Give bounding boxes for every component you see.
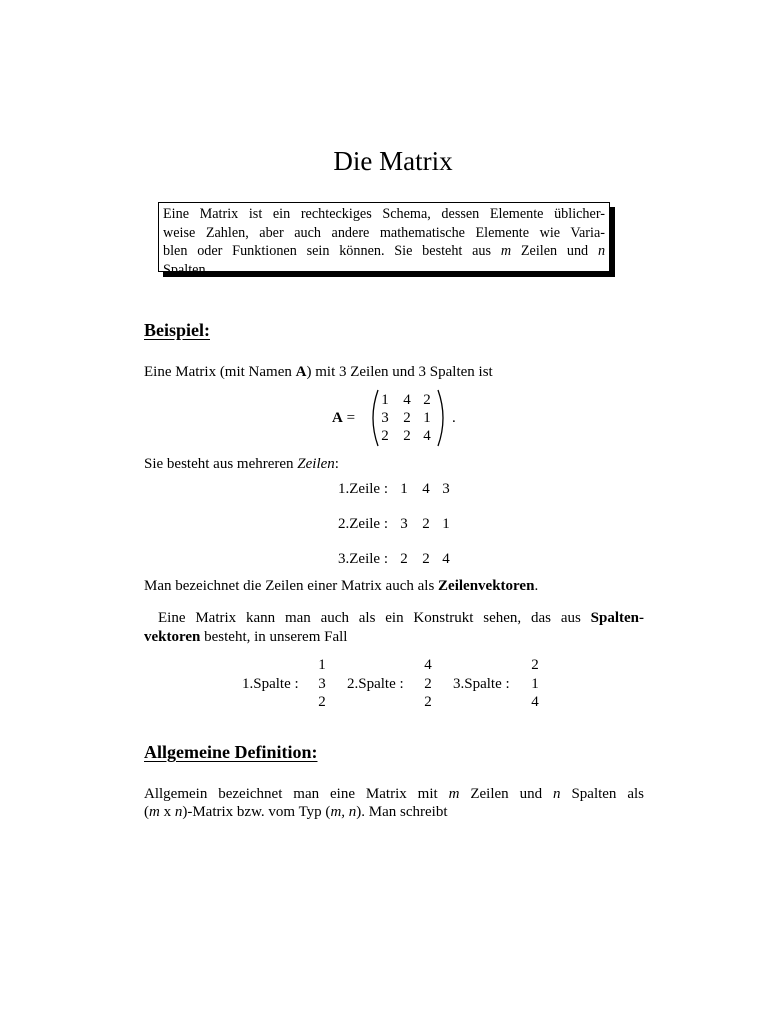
spalten-line-1: Eine Matrix kann man auch als ein Konstrukt sehen, das aus Spalten-: [158, 610, 644, 626]
spalte-value: 2: [531, 657, 539, 673]
spalte-value: 4: [531, 694, 539, 710]
spalte-value: 2: [424, 676, 432, 692]
page-title: Die Matrix: [333, 146, 453, 176]
zeile-value: 4: [442, 551, 450, 567]
zeile-value: 3: [400, 516, 408, 532]
matrix-period: .: [452, 410, 456, 426]
allgemein-line-1: Allgemein bezeichnet man eine Matrix mit m Zeilen und n Spalten als: [144, 786, 645, 802]
beispiel-intro: Eine Matrix (mit Namen A) mit 3 Zeilen und 3 Spalten ist: [144, 364, 493, 380]
matrix-cell: 1: [423, 410, 431, 426]
spalte-label: 1.Spalte :: [242, 676, 299, 692]
spalte-label: 3.Spalte :: [453, 676, 510, 692]
spalten-line-2: vektoren besteht, in unserem Fall: [144, 629, 348, 645]
zeilenvektoren-line: Man bezeichnet die Zeilen einer Matrix auch als Zeilenvektoren.: [144, 578, 539, 594]
spalte-value: 1: [531, 676, 539, 692]
matrix-cell: 2: [403, 428, 411, 444]
matrix-cell: 2: [381, 428, 389, 444]
zeile-label: 2.Zeile :: [338, 516, 388, 532]
definition-line-4: Spalten.: [163, 261, 210, 278]
section-heading-beispiel: Beispiel:: [144, 320, 210, 340]
zeile-value: 2: [422, 551, 430, 567]
spalte-value: 4: [424, 657, 432, 673]
definition-line-3: blen oder Funktionen sein können. Sie besteht aus m Zeilen und n: [163, 243, 606, 259]
zeile-value: 1: [442, 516, 450, 532]
spalte-label: 2.Spalte :: [347, 676, 404, 692]
spalte-value: 3: [318, 676, 326, 692]
matrix-cell: 2: [403, 410, 411, 426]
zeile-value: 4: [422, 481, 430, 497]
matrix-cell: 4: [423, 428, 431, 444]
matrix-lhs: A =: [332, 410, 356, 426]
zeile-value: 1: [400, 481, 408, 497]
spalte-value: 1: [318, 657, 326, 673]
definition-line-1: Eine Matrix ist ein rechteckiges Schema, dessen Elemente üblicher-: [163, 206, 605, 222]
matrix-cell: 2: [423, 392, 431, 408]
zeilen-intro: Sie besteht aus mehreren Zeilen:: [144, 456, 339, 472]
matrix-cell: 3: [381, 410, 389, 426]
definition-line-2: weise Zahlen, aber auch andere mathematische Elemente wie Varia-: [163, 224, 605, 241]
section-heading-allgemein: Allgemeine Definition:: [144, 742, 318, 762]
spalte-value: 2: [318, 694, 326, 710]
spalte-value: 2: [424, 694, 432, 710]
zeile-label: 3.Zeile :: [338, 551, 388, 567]
zeile-label: 1.Zeile :: [338, 481, 388, 497]
zeile-value: 2: [422, 516, 430, 532]
definition-box: [158, 202, 610, 278]
matrix-cell: 4: [403, 392, 411, 408]
allgemein-line-2: (m x n)-Matrix bzw. vom Typ (m, n). Man schreibt: [144, 804, 448, 820]
right-paren-icon: [436, 388, 450, 448]
zeile-value: 3: [442, 481, 450, 497]
matrix-cell: 1: [381, 392, 389, 408]
zeile-value: 2: [400, 551, 408, 567]
